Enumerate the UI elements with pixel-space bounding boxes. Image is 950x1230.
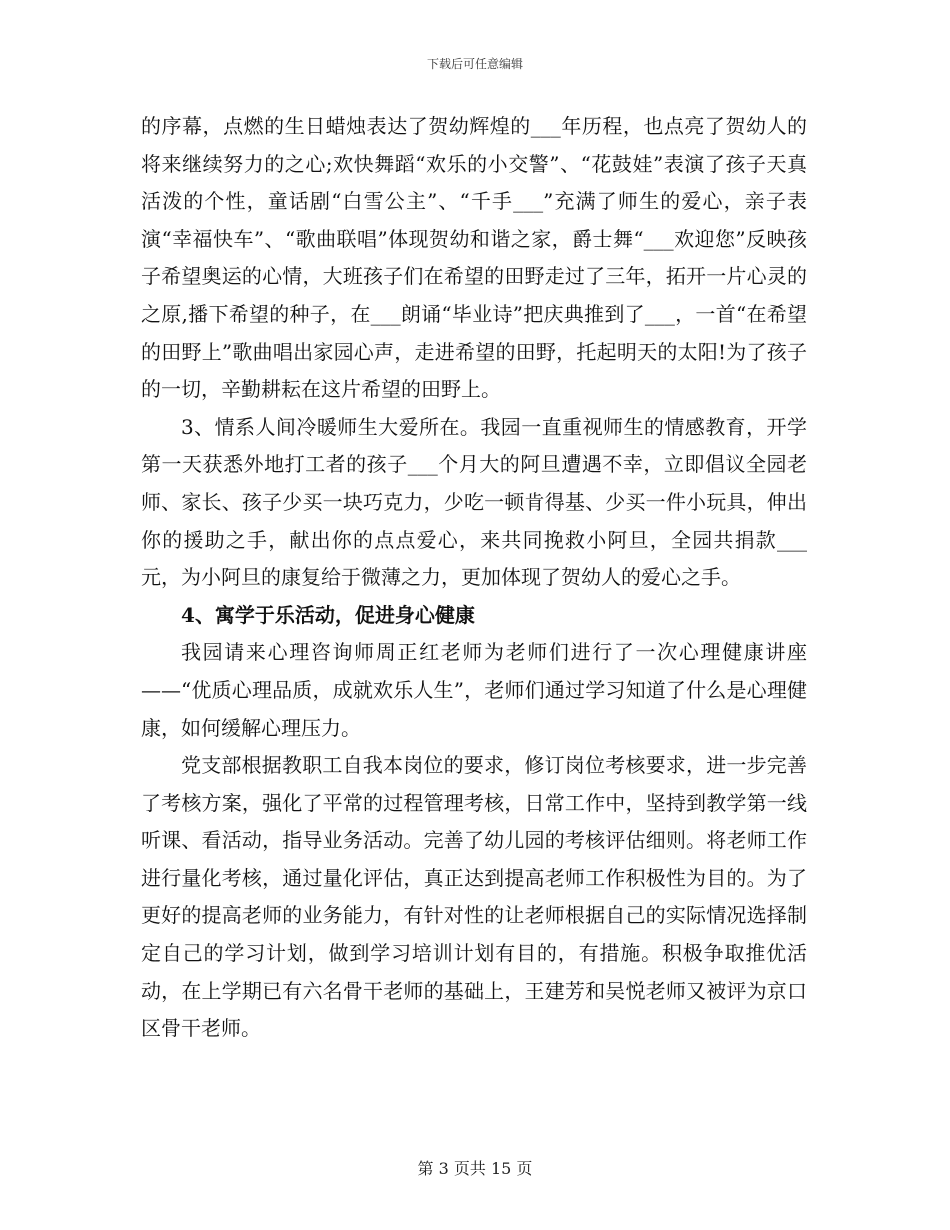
page-header: 下载后可任意编辑 <box>426 57 523 71</box>
paragraph-care: 3、情系人间冷暖师生大爱所在。我园一直重视师生的情感教育，开学第一天获悉外地打工者的孩子___个月大的阿旦遭遇不幸，立即倡议全园老师、家长、孩子少买一块巧克力，少吃一顿肯得基、少买一件小玩具，伸出你的援助之手，献出你的点点爱心，来共同挽救小阿旦，全园共捐款___元，为小阿旦的康复给于微薄之力，更加体现了贺幼人的爱心之手。 <box>141 414 807 590</box>
document-body <box>141 108 807 1048</box>
paragraph-psychology-lecture: 我园请来心理咨询师周正红老师为老师们进行了一次心理健康讲座——“优质心理品质，成就欢乐人生”，老师们通过学习知道了什么是心理健康，如何缓解心理压力。 <box>141 640 807 740</box>
paragraph-celebration: 的序幕，点燃的生日蜡烛表达了贺幼辉煌的___年历程，也点亮了贺幼人的将来继续努力的之心;欢快舞蹈“欢乐的小交警”、“花鼓娃”表演了孩子天真活泼的个性，童话剧“白雪公主”、“千手___”充满了师生的爱心，亲子表演“幸福快车”、“歌曲联唱”体现贺幼和谐之家，爵士舞“___欢迎您”反映孩子希望奥运的心情，大班孩子们在希望的田野走过了三年，拓开一片心灵的之原,播下希望的种子，在___朗诵“毕业诗”把庆典推到了___，一首“在希望的田野上”歌曲唱出家园心声，走进希望的田野，托起明天的太阳!为了孩子的一切，辛勤耕耘在这片希望的田野上。 <box>141 114 807 402</box>
section-heading-activities: 4、寓学于乐活动，促进身心健康 <box>181 602 475 627</box>
paragraph-assessment: 党支部根据教职工自我本岗位的要求，修订岗位考核要求，进一步完善了考核方案，强化了平常的过程管理考核，日常工作中，坚持到教学第一线听课、看活动，指导业务活动。完善了幼儿园的考核评估细则。将老师工作进行量化考核，通过量化评估，真正达到提高老师工作积极性为目的。为了更好的提高老师的业务能力，有针对性的让老师根据自己的实际情况选择制定自己的学习计划，做到学习培训计划有目的，有措施。积极争取推优活动，在上学期已有六名骨干老师的基础上，王建芳和吴悦老师又被评为京口区骨干老师。 <box>141 753 807 1041</box>
page-footer: 第 3 页共 15 页 <box>417 1159 533 1178</box>
